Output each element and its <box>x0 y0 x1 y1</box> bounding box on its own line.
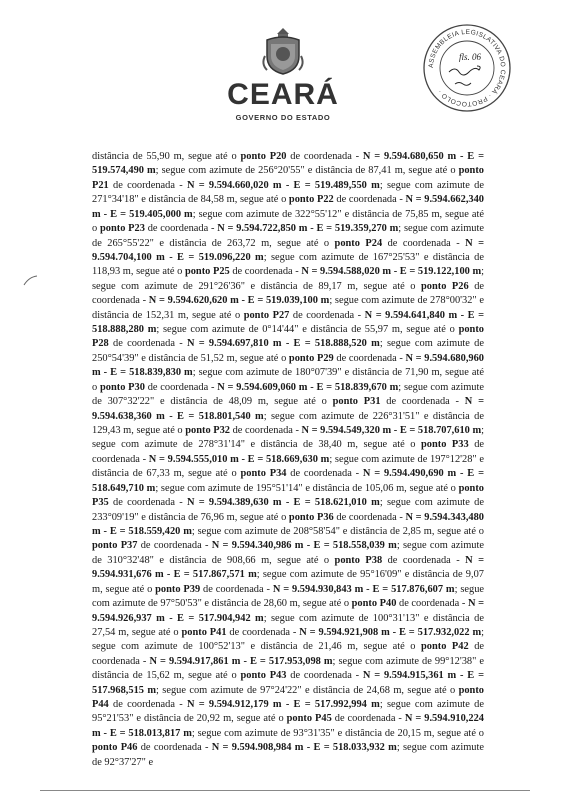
body-text-segment: ; segue com azimute de 0°14'44" e distância de 55,97 m, segue até o <box>156 324 459 336</box>
body-text-segment: ; segue com azimute de 167°25'53" e distância de 118,93 m, segue até o <box>92 251 484 278</box>
body-text-segment: de coordenada - <box>382 554 466 566</box>
body-text-segment: de coordenada - <box>144 223 218 235</box>
coordinate-bold-text: N = 9.594.910,224 m - E = 518.013,817 m <box>92 713 484 739</box>
body-text-segment: ; segue com azimute de 93°31'35" e distância de 20,15 m, segue até o <box>191 727 484 739</box>
stamp-ring-text: ASSEMBLEIA LEGISLATIVA DO CEARÁ · PROTOCOLO · <box>427 28 507 108</box>
coordinate-bold-text: ponto P39 <box>155 583 201 595</box>
coordinate-bold-text: ponto P27 <box>243 309 290 321</box>
body-text-segment: ; segue com azimute de 271°34'18" e distância de 84,58 m, segue até o <box>92 179 484 206</box>
coordinate-bold-text: ponto P35 <box>92 482 484 509</box>
coordinate-bold-text: ponto P20 <box>240 151 287 162</box>
coordinate-bold-text: N = 9.594.908,984 m - E = 518.033,932 m <box>211 742 397 754</box>
coordinate-bold-text: N = 9.594.490,690 m - E = 518.649,710 m <box>92 468 484 494</box>
coordinate-bold-text: ponto P43 <box>240 670 287 682</box>
body-text-segment: de coordenada - <box>286 670 363 682</box>
coordinate-bold-text: ponto P31 <box>332 396 381 408</box>
coordinate-bold-text: ponto P38 <box>334 554 383 566</box>
coordinate-bold-text: ponto P34 <box>240 468 287 480</box>
body-text-segment: ; segue com azimute de 95°21'53" e distância de 20,92 m, segue até o <box>92 699 484 725</box>
body-text-segment: de coordenada - <box>108 699 187 711</box>
state-logo-text: CEARÁ <box>227 78 339 111</box>
coordinate-bold-text: ponto P33 <box>421 439 469 451</box>
body-text-segment: de coordenada - <box>333 352 406 364</box>
body-text-segment: de coordenada - <box>229 425 302 437</box>
body-text-segment: de coordenada - <box>108 179 187 191</box>
coordinate-bold-text: N = 9.594.915,361 m - E = 517.968,515 m <box>92 670 484 696</box>
body-text-segment: de coordenada - <box>144 381 218 393</box>
body-text-segment: distância de 55,90 m, segue até o <box>92 151 241 162</box>
body-text-segment: ; segue com azimute de 265°55'22" e distância de 263,72 m, segue até o <box>92 223 484 249</box>
coordinate-bold-text: N = 9.594.660,020 m - E = 519.489,550 m <box>186 179 380 191</box>
coordinate-bold-text: ponto P41 <box>181 626 227 638</box>
coordinate-bold-text: N = 9.594.609,060 m - E = 518.839,670 m <box>217 381 399 393</box>
coordinate-bold-text: ponto P23 <box>99 223 145 235</box>
body-text-segment: de coordenada - <box>289 309 365 321</box>
state-coat-of-arms-icon <box>259 26 307 76</box>
body-text-segment: de coordenada - <box>333 194 406 206</box>
body-text-segment: de coordenada - <box>382 237 466 249</box>
body-text-segment: de coordenada - <box>286 468 363 480</box>
coordinate-bold-text: ponto P24 <box>334 237 383 249</box>
coordinate-bold-text: ponto P30 <box>99 381 145 393</box>
body-text-segment: de coordenada - <box>92 280 484 307</box>
body-text-segment: ; segue com azimute de 100°52'13" e distância de 21,46 m, segue até o <box>92 626 485 653</box>
coordinate-bold-text: ponto P22 <box>288 194 334 206</box>
coordinate-bold-text: ponto P36 <box>288 511 334 523</box>
coordinate-bold-text: N = 9.594.697,810 m - E = 518.888,520 m <box>186 338 380 350</box>
coordinate-bold-text: N = 9.594.917,861 m - E = 517.953,098 m <box>149 655 333 667</box>
body-text-segment: ; segue com azimute de 226°31'51" e distância de 129,43 m, segue até o <box>92 410 484 437</box>
body-text-segment: de coordenada - <box>92 641 484 667</box>
coordinate-bold-text: N = 9.594.620,620 m - E = 519.039,100 m <box>148 295 330 307</box>
body-text-segment: ; segue com azimute de 92°37'27" e <box>92 742 484 768</box>
body-text-segment: ; segue com azimute de 291°26'36" e distância de 89,17 m, segue até o <box>92 266 485 292</box>
body-text-segment: ; segue com azimute de 256°20'55" e distância de 87,41 m, segue até o <box>155 165 459 177</box>
coordinate-bold-text: ponto P37 <box>92 540 138 552</box>
body-text-segment: de coordenada - <box>137 540 212 552</box>
body-text-segment: ; segue com azimute de 250°54'39" e distância de 51,52 m, segue até o <box>92 338 484 364</box>
coordinate-bold-text: N = 9.594.555,010 m - E = 518.669,630 m <box>148 453 330 465</box>
state-logo-subtitle: GOVERNO DO ESTADO <box>235 113 331 122</box>
coordinate-bold-text: N = 9.594.930,843 m - E = 517.876,607 m <box>272 583 455 595</box>
body-text-segment: ; segue com azimute de 180°07'39" e distância de 71,90 m, segue até o <box>92 367 484 393</box>
coordinate-bold-text: ponto P45 <box>286 713 332 725</box>
coordinate-bold-text: ponto P44 <box>92 684 484 711</box>
body-text-segment: ; segue com azimute de 278°31'14" e distância de 38,40 m, segue até o <box>92 425 484 451</box>
coordinate-bold-text: N = 9.594.549,320 m - E = 518.707,610 m <box>301 425 482 437</box>
body-text-segment: ; segue com azimute de 97°24'22" e distância de 24,68 m, segue até o <box>156 684 459 696</box>
coordinate-bold-text: ponto P25 <box>184 266 230 278</box>
coordinate-bold-text: ponto P26 <box>421 280 469 292</box>
body-text-segment: de coordenada - <box>396 598 468 610</box>
coordinate-bold-text: ponto P29 <box>288 352 334 364</box>
body-text-segment: ; segue com azimute de 100°31'13" e distância de 27,54 m, segue até o <box>92 612 484 638</box>
body-text-segment: de coordenada - <box>108 497 187 509</box>
body-text-segment: de coordenada - <box>286 151 363 162</box>
coordinate-bold-text: N = 9.594.588,020 m - E = 519.122,100 m <box>301 266 482 278</box>
coordinate-bold-text: ponto P21 <box>92 165 484 191</box>
body-text-segment: ; segue com azimute de 97°50'53" e distância de 28,60 m, segue até o <box>92 583 484 610</box>
body-text-segment: ; segue com azimute de 307°32'22" e distância de 48,09 m, segue até o <box>92 381 484 408</box>
body-text-segment: de coordenada - <box>137 742 212 754</box>
coordinate-bold-text: N = 9.594.340,986 m - E = 518.558,039 m <box>211 540 397 552</box>
body-text-segment: ; segue com azimute de 95°16'09" e distância de 9,07 m, segue até o <box>92 569 484 595</box>
body-text-segment: de coordenada - <box>226 626 300 638</box>
body-text-segment: de coordenada - <box>331 713 405 725</box>
coordinate-bold-text: N = 9.594.704,100 m - E = 519.096,220 m <box>92 237 485 263</box>
coordinate-bold-text: ponto P46 <box>92 742 138 754</box>
coordinate-bold-text: N = 9.594.638,360 m - E = 518.801,540 m <box>92 396 484 422</box>
coordinate-bold-text: N = 9.594.389,630 m - E = 518.621,010 m <box>186 497 380 509</box>
protocol-stamp <box>421 22 513 114</box>
body-text-segment: ; segue com azimute de 233°09'19" e distância de 76,96 m, segue até o <box>92 497 484 523</box>
body-text-segment: ; segue com azimute de 322°55'12" e distância de 75,85 m, segue até o <box>92 208 484 235</box>
page-header <box>0 0 566 135</box>
coordinate-bold-text: N = 9.594.912,179 m - E = 517.992,994 m <box>186 699 380 711</box>
coordinate-bold-text: ponto P40 <box>351 598 397 610</box>
coordinate-bold-text: N = 9.594.662,340 m - E = 519.405,000 m <box>92 194 484 220</box>
coordinate-bold-text: N = 9.594.680,960 m - E = 518.839,830 m <box>92 352 484 379</box>
body-text-segment: ; segue com azimute de 197°12'28" e distância de 67,33 m, segue até o <box>92 453 485 480</box>
body-text-segment: ; segue com azimute de 310°32'48" e distância de 908,66 m, segue até o <box>92 540 484 566</box>
stamp-handwritten-text: fls. 06 <box>459 52 482 62</box>
coordinate-bold-text: N = 9.594.680,650 m - E = 519.574,490 m <box>92 151 484 177</box>
body-text-segment: ; segue com azimute de 278°00'32" e distância de 152,31 m, segue até o <box>92 295 485 321</box>
coordinate-bold-text: N = 9.594.921,908 m - E = 517.932,022 m <box>299 626 482 638</box>
body-text-segment: ; segue com azimute de 99°12'38" e distância de 15,62 m, segue até o <box>92 655 484 682</box>
body-text-segment: de coordenada - <box>333 511 406 523</box>
coordinate-bold-text: N = 9.594.931,676 m - E = 517.867,571 m <box>92 554 485 581</box>
margin-pen-mark <box>23 275 39 287</box>
body-text-segment: ; segue com azimute de 208°58'54" e distância de 2,85 m, segue até o <box>191 525 484 537</box>
coordinate-bold-text: ponto P42 <box>421 641 469 653</box>
footer-divider <box>40 790 530 791</box>
coordinate-bold-text: N = 9.594.722,850 m - E = 519.359,270 m <box>217 223 399 235</box>
coordinate-bold-text: N = 9.594.641,840 m - E = 518.888,280 m <box>92 309 485 336</box>
coordinate-bold-text: N = 9.594.926,937 m - E = 517.904,942 m <box>92 598 484 624</box>
coordinate-bold-text: ponto P32 <box>185 425 230 437</box>
document-body-text <box>92 150 484 770</box>
body-text-segment: de coordenada - <box>92 439 484 465</box>
body-text-segment: de coordenada - <box>229 266 302 278</box>
coordinate-bold-text: N = 9.594.343,480 m - E = 518.559,420 m <box>92 511 484 537</box>
body-text-segment: de coordenada - <box>108 338 187 350</box>
body-text-segment: de coordenada - <box>380 396 465 408</box>
coordinate-bold-text: ponto P28 <box>92 324 484 350</box>
body-text-segment: ; segue com azimute de 195°51'14" e distância de 105,06 m, segue até o <box>155 482 459 494</box>
body-text-segment: de coordenada - <box>200 583 273 595</box>
